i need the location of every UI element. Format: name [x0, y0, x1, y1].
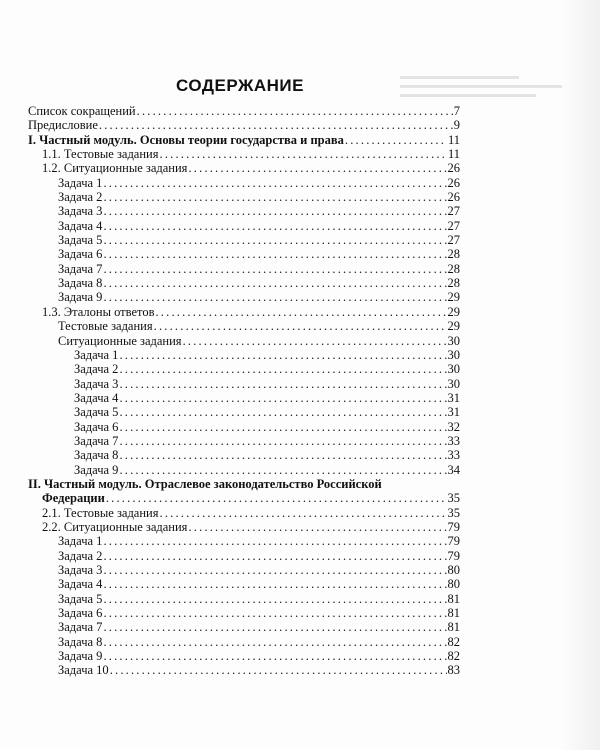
dot-leader [103, 262, 446, 276]
toc-entry [28, 491, 460, 505]
toc-entry-label: Задача 8 [58, 634, 103, 649]
dot-leader [119, 463, 446, 477]
toc-entry-page-number: 28 [447, 276, 460, 291]
dot-leader [137, 104, 453, 118]
toc-entry-label: Задача 4 [58, 218, 103, 233]
toc-entry [28, 635, 460, 649]
toc-entry-page-number: 11 [447, 132, 460, 147]
toc-entry-label: Задача 4 [74, 390, 119, 405]
dot-leader [188, 161, 446, 175]
toc-entry [28, 463, 460, 477]
toc-entry-page-number: 35 [447, 491, 460, 506]
toc-entry-label: Задача 5 [74, 405, 119, 420]
dot-leader [119, 391, 446, 405]
toc-entry-page-number: 83 [447, 663, 460, 678]
toc-entry-page-number: 26 [447, 190, 460, 205]
dot-leader [103, 190, 446, 204]
toc-entry [28, 176, 460, 190]
toc-entry-label: I. Частный модуль. Основы теории государства и права [28, 132, 344, 147]
toc-entry-label: Задача 6 [74, 419, 119, 434]
dot-leader [119, 362, 446, 376]
toc-entry-page-number: 7 [453, 104, 460, 118]
toc-entry [28, 133, 460, 147]
toc-entry [28, 405, 460, 419]
toc-entry-label: Задача 7 [74, 433, 119, 448]
toc-entry-label: Задача 8 [74, 448, 119, 463]
toc-entry-label: Задача 6 [58, 606, 103, 621]
dot-leader [103, 233, 446, 247]
toc-entry [28, 592, 460, 606]
dot-leader [103, 290, 446, 304]
dot-leader [103, 635, 446, 649]
dot-leader [103, 620, 446, 634]
toc-entry-page-number: 30 [447, 376, 460, 391]
dot-leader [103, 563, 446, 577]
toc-entry-page-number: 29 [447, 304, 460, 319]
toc-entry-page-number: 9 [453, 118, 460, 133]
toc-entry [28, 506, 460, 520]
dot-leader [99, 118, 453, 132]
toc-entry [28, 563, 460, 577]
dot-leader [160, 147, 447, 161]
toc-entry [28, 104, 460, 118]
toc-entry-label: Задача 8 [58, 276, 103, 291]
toc-entry [28, 377, 460, 391]
toc-entry [28, 549, 460, 563]
toc-entry-page-number: 27 [447, 204, 460, 219]
dot-leader [119, 420, 446, 434]
toc-entry-page-number: 34 [447, 462, 460, 477]
toc-entry-label: Задача 10 [58, 663, 109, 678]
toc-entry-page-number: 80 [447, 563, 460, 577]
toc-entry [28, 434, 460, 448]
toc-entry [28, 663, 460, 677]
toc-entry-label: Список сокращений [28, 104, 136, 118]
toc-entry [28, 477, 460, 491]
toc-entry-page-number: 35 [447, 505, 460, 520]
toc-entry [28, 620, 460, 634]
toc-entry-label: Задача 1 [74, 347, 119, 362]
toc-entry-page-number: 26 [447, 175, 460, 190]
toc-entry-label: Задача 7 [58, 261, 103, 276]
toc-entry-page-number: 32 [447, 419, 460, 434]
toc-entry-label: Задача 4 [58, 577, 103, 592]
dot-leader [160, 506, 447, 520]
table-of-contents [28, 104, 460, 678]
toc-entry [28, 534, 460, 548]
toc-entry-page-number: 30 [447, 362, 460, 377]
toc-entry-label: Тестовые задания [58, 319, 153, 334]
toc-entry-label: Предисловие [28, 118, 98, 133]
dot-leader [345, 133, 447, 147]
toc-entry-label: 2.2. Ситуационные задания [42, 519, 188, 534]
dot-leader [110, 663, 447, 677]
toc-entry-page-number: 27 [447, 233, 460, 248]
toc-entry [28, 305, 460, 319]
dot-leader [188, 520, 446, 534]
toc-entry-label: 1.1. Тестовые задания [42, 147, 159, 162]
toc-entry [28, 334, 460, 348]
toc-entry-page-number: 81 [447, 591, 460, 606]
toc-entry [28, 420, 460, 434]
toc-entry [28, 118, 460, 132]
toc-entry-page-number: 29 [447, 290, 460, 305]
toc-entry [28, 262, 460, 276]
dot-leader [103, 204, 446, 218]
toc-entry-page-number: 82 [447, 634, 460, 649]
toc-entry [28, 276, 460, 290]
toc-entry-page-number: 26 [447, 161, 460, 176]
dot-leader [154, 319, 447, 333]
page-edge-shadow [560, 0, 600, 750]
dot-leader [103, 534, 446, 548]
toc-entry-label: Задача 2 [58, 548, 103, 563]
toc-entry-page-number: 81 [447, 606, 460, 621]
toc-entry [28, 161, 460, 175]
dot-leader [103, 577, 446, 591]
toc-entry [28, 606, 460, 620]
toc-entry-label: Задача 3 [58, 563, 103, 577]
dot-leader [103, 549, 446, 563]
toc-entry-page-number: 31 [447, 390, 460, 405]
toc-entry-label: Задача 5 [58, 591, 103, 606]
toc-entry [28, 190, 460, 204]
dot-leader [103, 247, 446, 261]
dot-leader [103, 219, 446, 233]
toc-entry-label: Ситуационные задания [58, 333, 182, 348]
toc-entry [28, 290, 460, 304]
toc-entry-label: Задача 1 [58, 175, 103, 190]
toc-entry-page-number: 79 [447, 548, 460, 563]
toc-entry [28, 348, 460, 362]
dot-leader [103, 606, 446, 620]
toc-entry-label: Задача 3 [58, 204, 103, 219]
toc-entry-label: Задача 9 [58, 290, 103, 305]
toc-entry [28, 204, 460, 218]
toc-entry-label: Задача 3 [74, 376, 119, 391]
dot-leader [103, 176, 446, 190]
toc-entry-page-number: 28 [447, 261, 460, 276]
toc-entry-page-number: 11 [447, 147, 460, 162]
dot-leader [119, 348, 446, 362]
toc-entry-page-number: 33 [447, 448, 460, 463]
dot-leader [103, 276, 446, 290]
toc-entry [28, 649, 460, 663]
dot-leader [119, 377, 446, 391]
toc-entry-label: Задача 9 [58, 649, 103, 664]
dot-leader [183, 334, 447, 348]
toc-entry [28, 233, 460, 247]
toc-entry-label: 2.1. Тестовые задания [42, 505, 159, 520]
toc-entry-label: Задача 2 [58, 190, 103, 205]
toc-entry [28, 319, 460, 333]
toc-entry-label: Задача 6 [58, 247, 103, 262]
toc-entry-page-number: 82 [447, 649, 460, 664]
dot-leader [103, 649, 446, 663]
toc-entry-label: Задача 7 [58, 620, 103, 635]
toc-entry-page-number: 79 [447, 519, 460, 534]
page-title: СОДЕРЖАНИЕ [176, 76, 304, 95]
toc-entry [28, 391, 460, 405]
toc-entry [28, 448, 460, 462]
toc-entry [28, 577, 460, 591]
dot-leader [119, 405, 446, 419]
toc-entry-label: II. Частный модуль. Отраслевое законодательство Российской [28, 476, 382, 491]
dot-leader [155, 305, 446, 319]
toc-entry [28, 247, 460, 261]
toc-entry-page-number: 33 [447, 433, 460, 448]
toc-entry [28, 219, 460, 233]
toc-entry-page-number: 81 [447, 620, 460, 635]
toc-entry [28, 520, 460, 534]
toc-entry-page-number: 29 [447, 319, 460, 334]
toc-entry-page-number: 79 [447, 534, 460, 549]
dot-leader [119, 448, 446, 462]
toc-entry [28, 362, 460, 376]
toc-entry-page-number: 28 [447, 247, 460, 262]
toc-entry-page-number: 30 [447, 347, 460, 362]
toc-entry-label: 1.3. Эталоны ответов [42, 304, 155, 319]
toc-entry-page-number: 80 [447, 577, 460, 592]
toc-entry-label: Задача 2 [74, 362, 119, 377]
toc-entry [28, 147, 460, 161]
dot-leader [103, 592, 446, 606]
toc-entry-label: Задача 1 [58, 534, 103, 549]
toc-entry-label: 1.2. Ситуационные задания [42, 161, 188, 176]
toc-entry-page-number: 30 [447, 333, 460, 348]
toc-entry-label: Задача 9 [74, 462, 119, 477]
dot-leader [119, 434, 446, 448]
toc-entry-page-number: 31 [447, 405, 460, 420]
toc-entry-label: Задача 5 [58, 233, 103, 248]
toc-entry-label: Федерации [42, 491, 105, 506]
toc-entry-page-number: 27 [447, 218, 460, 233]
dot-leader [106, 491, 447, 505]
